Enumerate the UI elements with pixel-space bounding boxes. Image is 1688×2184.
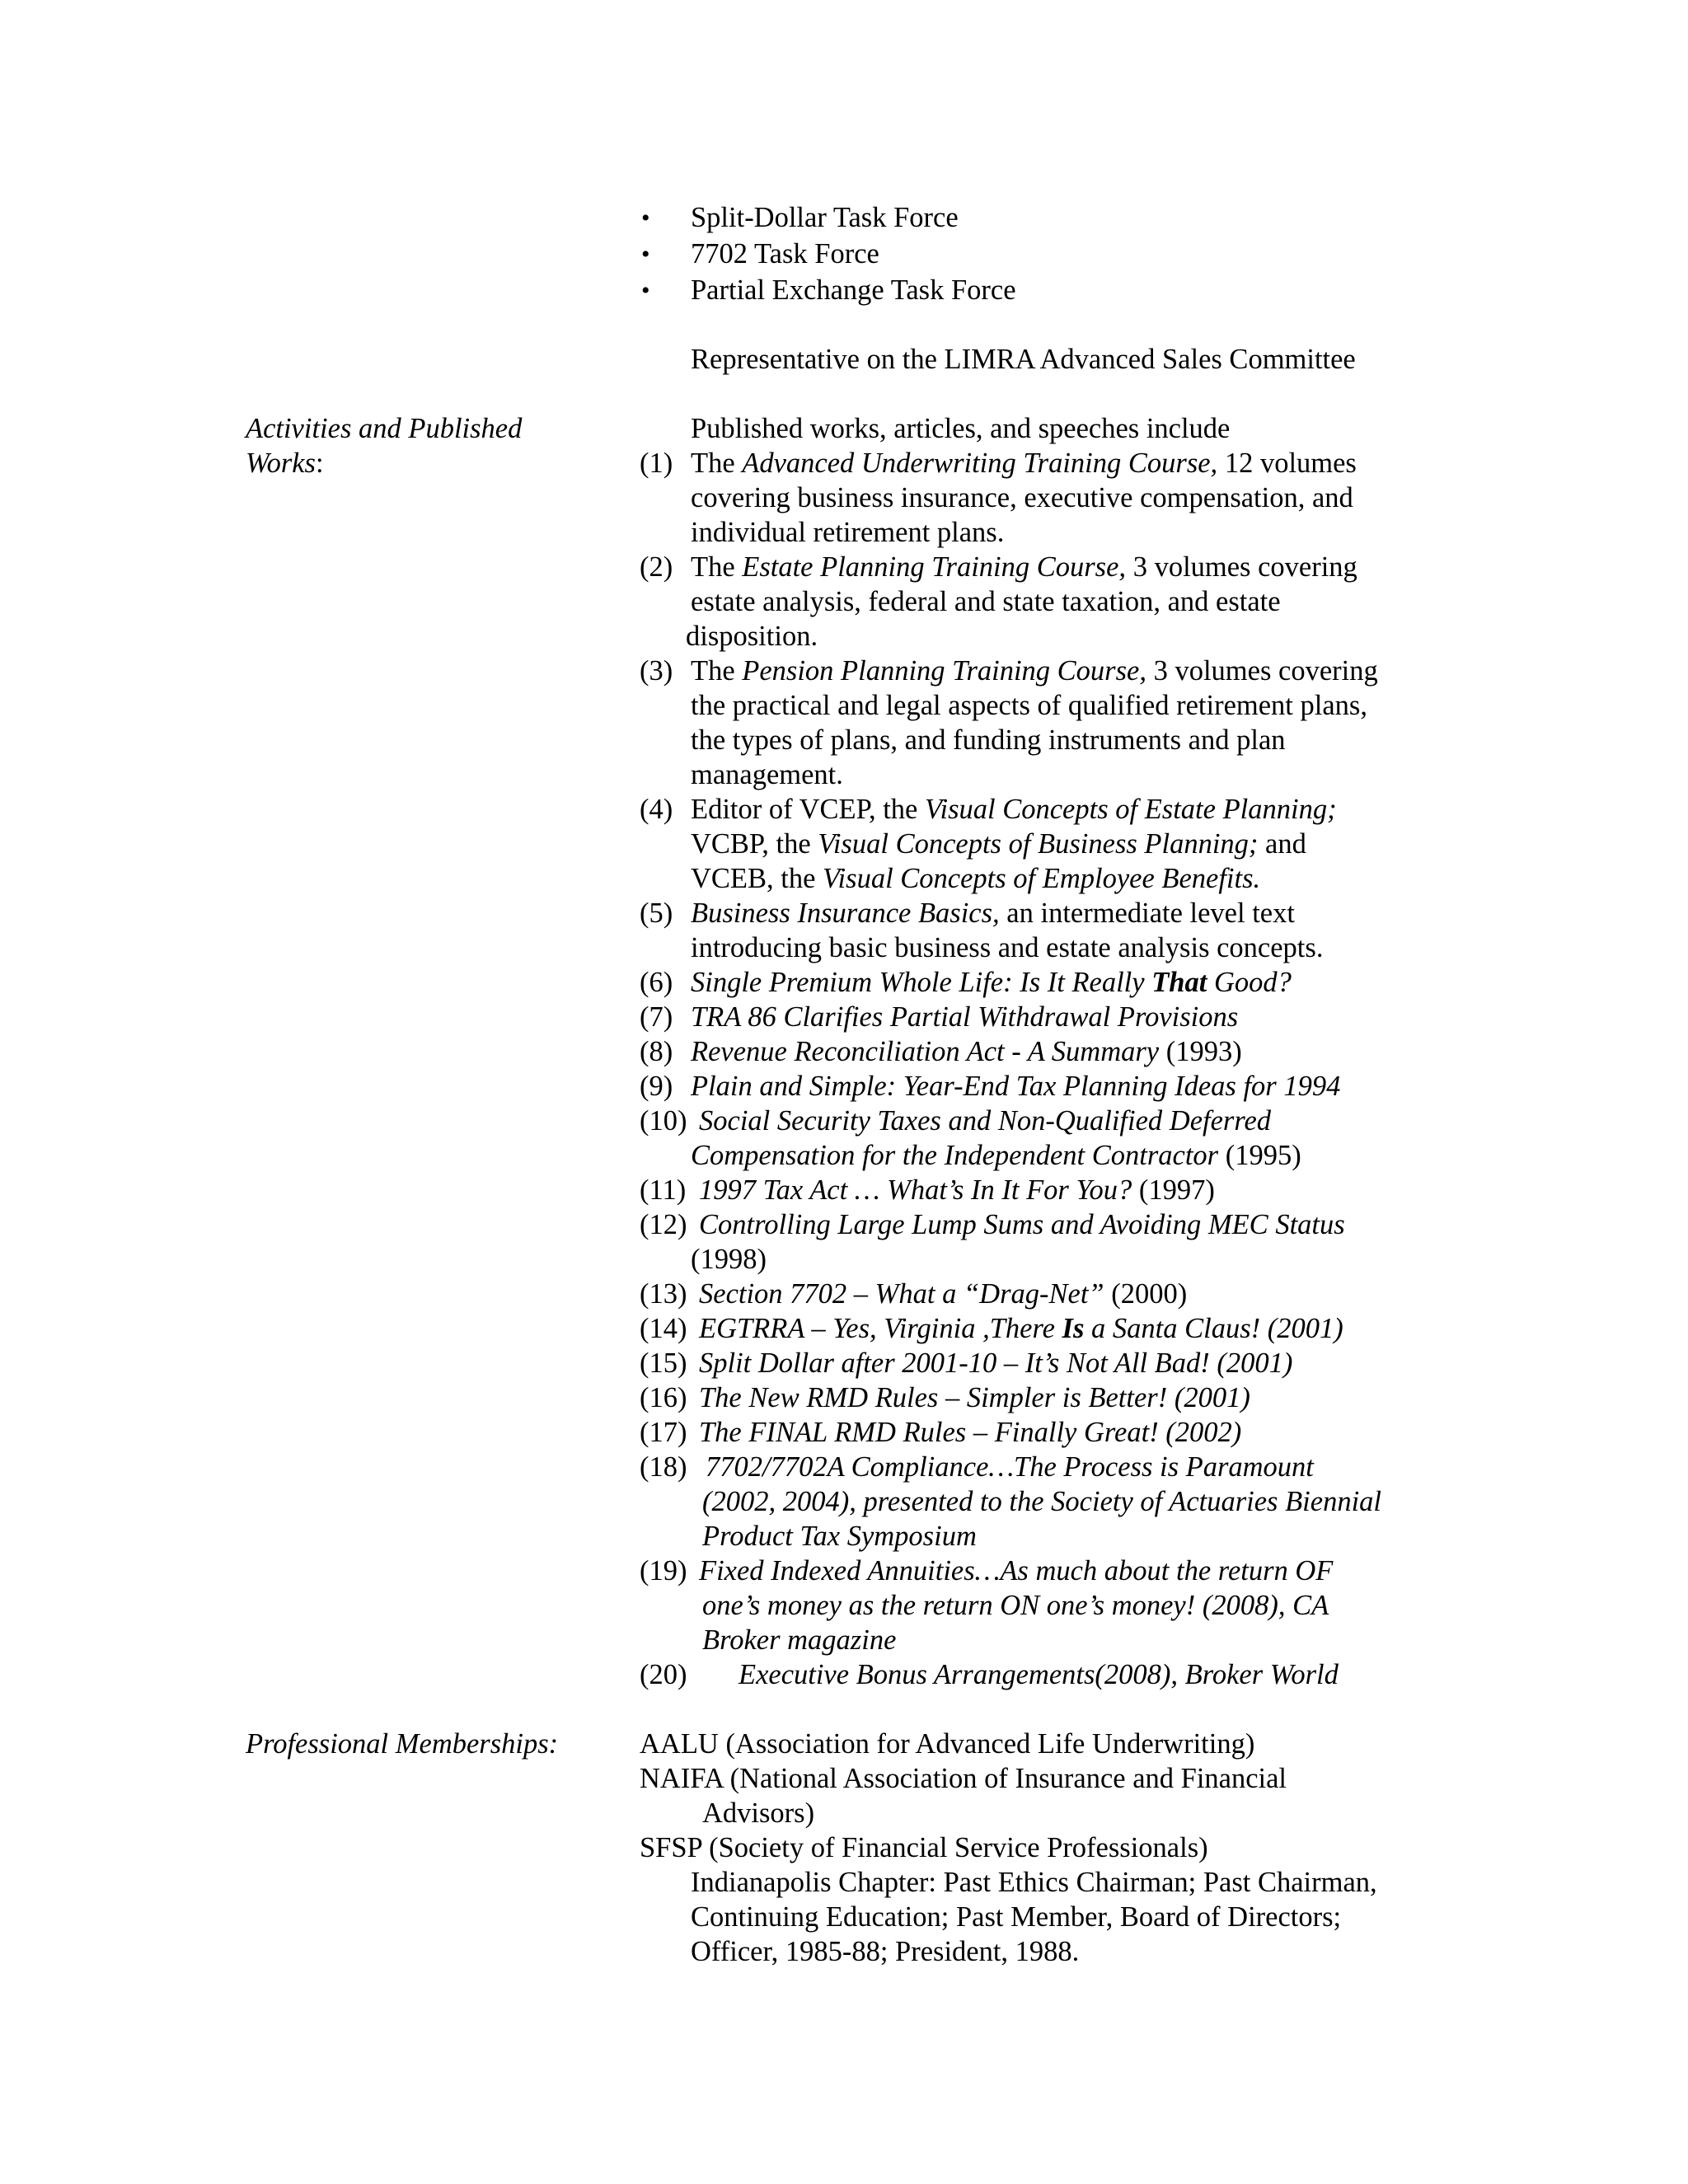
bullet-icon: • xyxy=(641,277,650,304)
item-line: the practical and legal aspects of qualified retirement plans, xyxy=(691,690,1367,721)
item-line: (1998) xyxy=(691,1244,767,1275)
limra-line: Representative on the LIMRA Advanced Sales Committee xyxy=(691,344,1356,375)
item-number: (19) xyxy=(640,1555,687,1586)
activities-intro: Published works, articles, and speeches include xyxy=(691,413,1231,444)
item-line: Editor of VCEP, the Visual Concepts of Estate Planning; xyxy=(691,794,1337,825)
bullet-icon: • xyxy=(641,204,650,232)
item-title: 7702/7702A Compliance…The Process is Paramount xyxy=(706,1451,1314,1483)
memberships-label: Professional Memberships: xyxy=(246,1728,559,1760)
item-number: (13) xyxy=(640,1278,687,1310)
membership-naifa-cont: Advisors) xyxy=(702,1797,815,1829)
membership-aalu: AALU (Association for Advanced Life Underwriting) xyxy=(640,1728,1255,1760)
item-line: VCBP, the Visual Concepts of Business Planning; and xyxy=(691,828,1306,860)
item-number: (16) xyxy=(640,1382,687,1413)
item-line: disposition. xyxy=(686,621,818,652)
item-number: (4) xyxy=(640,794,673,825)
item-title: EGTRRA – Yes, Virginia ,There Is a Santa Claus! (2001) xyxy=(699,1313,1343,1344)
item-number: (10) xyxy=(640,1105,687,1137)
item-title: Section 7702 – What a “Drag-Net” (2000) xyxy=(699,1278,1188,1310)
item-number: (11) xyxy=(640,1174,687,1206)
item-line: management. xyxy=(691,759,843,790)
item-title: Plain and Simple: Year-End Tax Planning Ideas for 1994 xyxy=(691,1071,1341,1102)
item-title: The FINAL RMD Rules – Finally Great! (2002) xyxy=(699,1417,1242,1448)
task-force-item: 7702 Task Force xyxy=(691,238,879,269)
membership-sfsp: SFSP (Society of Financial Service Professionals) xyxy=(640,1832,1208,1863)
membership-sfsp-detail: Indianapolis Chapter: Past Ethics Chairman; Past Chairman, xyxy=(691,1867,1377,1898)
item-line: Broker magazine xyxy=(702,1624,897,1656)
item-title: The New RMD Rules – Simpler is Better! (2001) xyxy=(699,1382,1250,1413)
item-number: (1) xyxy=(640,448,673,479)
task-force-item: Partial Exchange Task Force xyxy=(691,274,1016,306)
item-number: (5) xyxy=(640,898,673,929)
membership-naifa: NAIFA (National Association of Insurance and Financial xyxy=(640,1763,1287,1794)
membership-sfsp-detail: Continuing Education; Past Member, Board of Directors; xyxy=(691,1901,1342,1933)
item-line: Product Tax Symposium xyxy=(702,1521,977,1552)
item-number: (12) xyxy=(640,1209,687,1240)
activities-label-line2: Works: xyxy=(246,448,324,479)
item-number: (17) xyxy=(640,1417,687,1448)
item-title: TRA 86 Clarifies Partial Withdrawal Provisions xyxy=(691,1001,1239,1033)
item-number: (8) xyxy=(640,1036,673,1067)
bullet-icon: • xyxy=(641,241,650,268)
item-line: The Advanced Underwriting Training Course, 12 volumes xyxy=(691,448,1357,479)
item-line: introducing basic business and estate analysis concepts. xyxy=(691,932,1324,963)
item-line: The Estate Planning Training Course, 3 volumes covering xyxy=(691,551,1357,583)
item-line: estate analysis, federal and state taxation, and estate xyxy=(691,586,1281,617)
item-number: (15) xyxy=(640,1347,687,1379)
item-number: (18) xyxy=(640,1451,687,1483)
item-number: (14) xyxy=(640,1313,687,1344)
item-line: one’s money as the return ON one’s money! (2008), CA xyxy=(702,1590,1329,1621)
item-number: (20) xyxy=(640,1659,687,1690)
item-line: Compensation for the Independent Contractor (1995) xyxy=(691,1140,1301,1171)
item-title: Controlling Large Lump Sums and Avoiding MEC Status xyxy=(699,1209,1345,1240)
item-line: (2002, 2004), presented to the Society of Actuaries Biennial xyxy=(702,1486,1381,1517)
item-number: (3) xyxy=(640,655,673,687)
activities-label-line1: Activities and Published xyxy=(246,413,523,444)
membership-sfsp-detail: Officer, 1985-88; President, 1988. xyxy=(691,1936,1080,1967)
item-line: The Pension Planning Training Course, 3 volumes covering xyxy=(691,655,1378,687)
item-number: (2) xyxy=(640,551,673,583)
item-title: Fixed Indexed Annuities…As much about the return OF xyxy=(699,1555,1334,1586)
item-title: Executive Bonus Arrangements(2008), Broker World xyxy=(738,1659,1339,1690)
item-title: Split Dollar after 2001-10 – It’s Not All Bad! (2001) xyxy=(699,1347,1293,1379)
item-number: (7) xyxy=(640,1001,673,1033)
item-line: the types of plans, and funding instruments and plan xyxy=(691,724,1286,756)
item-title: Single Premium Whole Life: Is It Really That Good? xyxy=(691,967,1292,998)
item-number: (6) xyxy=(640,967,673,998)
item-number: (9) xyxy=(640,1071,673,1102)
item-line: VCEB, the Visual Concepts of Employee Benefits. xyxy=(691,863,1261,894)
item-title: Revenue Reconciliation Act - A Summary (1993) xyxy=(691,1036,1242,1067)
item-title: 1997 Tax Act … What’s In It For You? (1997) xyxy=(699,1174,1215,1206)
task-force-item: Split-Dollar Task Force xyxy=(691,202,959,233)
item-line: Business Insurance Basics, an intermediate level text xyxy=(691,898,1295,929)
item-title: Social Security Taxes and Non-Qualified Deferred xyxy=(699,1105,1272,1137)
item-line: individual retirement plans. xyxy=(691,517,1005,548)
item-line: covering business insurance, executive compensation, and xyxy=(691,482,1353,513)
